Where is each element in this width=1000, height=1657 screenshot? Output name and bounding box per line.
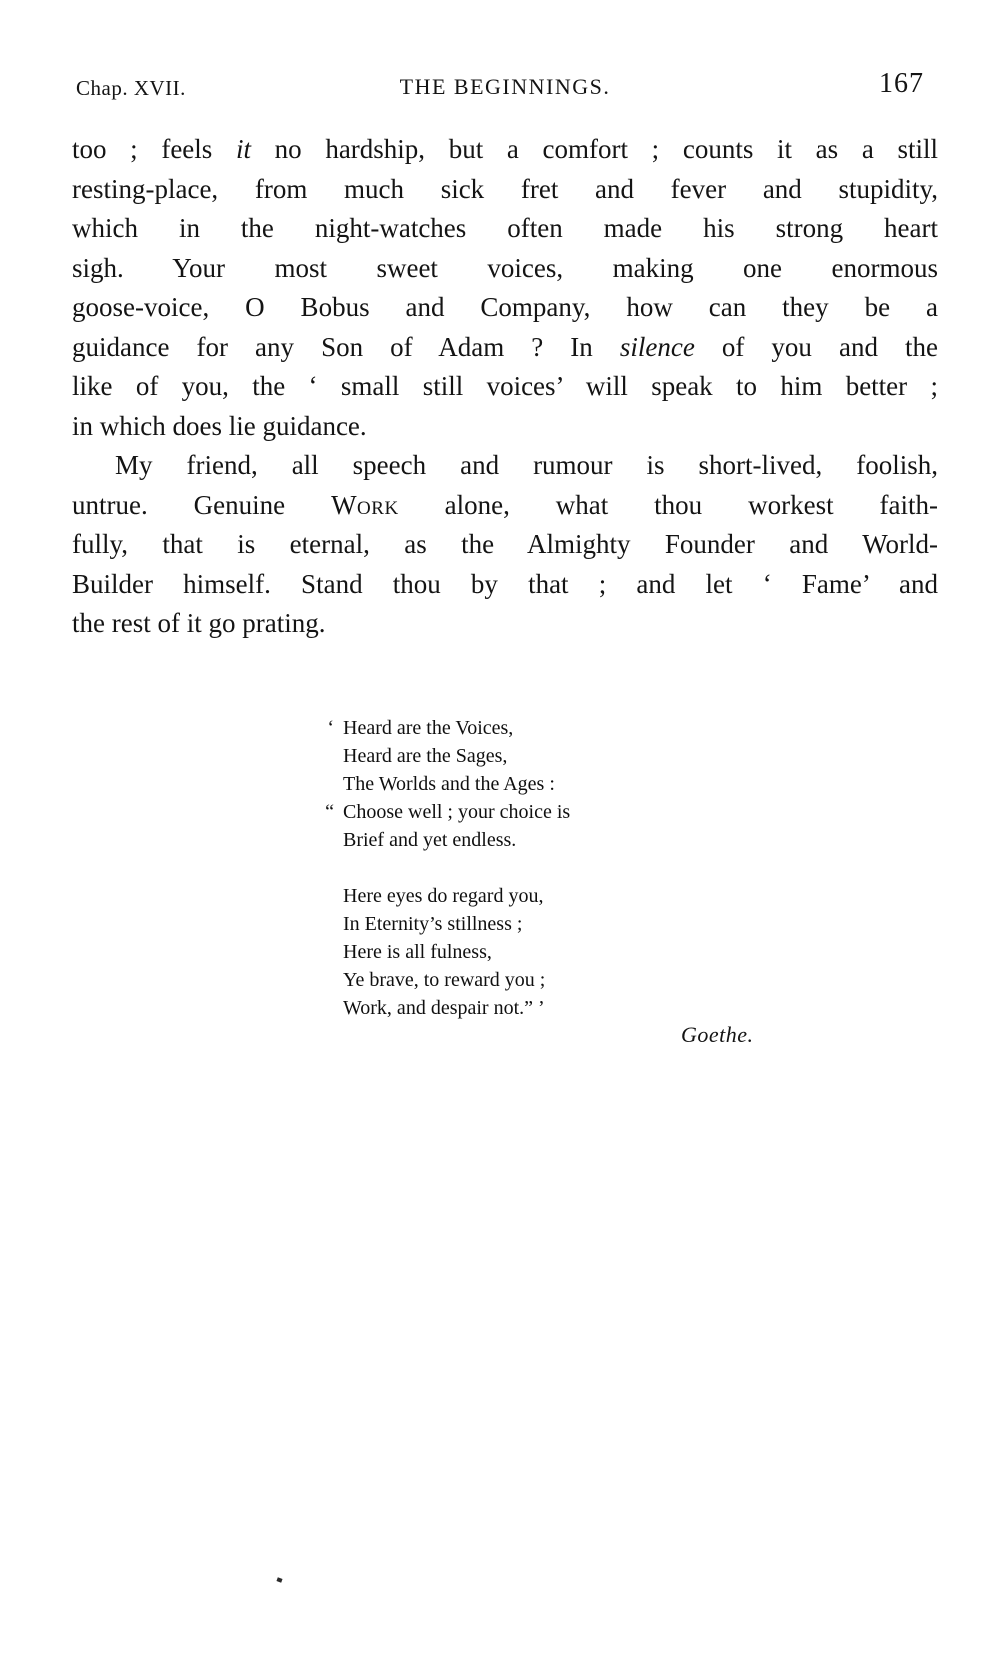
poem-line-text: Heard are the Voices, [343,717,514,739]
ink-speck [276,1577,282,1582]
page-title: THE BEGINNINGS. [399,74,611,99]
text-line [72,407,938,447]
text-line [72,288,938,328]
text-line [72,604,938,644]
poem-line [327,714,570,742]
quote-mark: “ [325,801,339,823]
poem-line [343,770,570,798]
text-line [72,130,938,170]
text-line [72,525,938,565]
paragraph [72,130,938,446]
poem-line-text: Heard are the Sages, [343,745,508,767]
text-segment: too ; feels [72,134,236,164]
text-segment: in which does lie guidance. [72,410,367,441]
poem-line [343,826,570,854]
paragraph [72,446,938,644]
text-segment: My friend, all speech and rumour is short-lived, foolish, [115,450,938,480]
poem-line [343,994,570,1022]
poem-line-text: In Eternity’s stillness ; [343,913,523,935]
text-segment: it [235,134,251,164]
text-line [72,367,938,407]
poem-line [343,742,570,770]
poem-line [343,910,570,938]
text-segment: the rest of it go prating. [72,608,326,638]
text-segment: guidance for any Son of Adam ? In [72,331,620,362]
text-line [72,328,938,368]
body-text [72,130,938,644]
text-line [72,170,938,210]
text-segment: which in the night-watches often made his strong heart [72,213,938,243]
text-segment: resting-place, from much sick fret and fever and stupidity, [72,173,938,204]
text-segment: untrue. Genuine [72,489,332,520]
poem-line-text: Here is all fulness, [343,941,492,963]
text-segment: Builder himself. Stand thou by that ; and let ‘ Fame’ and [72,568,938,599]
poem-line-text: Choose well ; your choice is [343,801,571,823]
poem-attribution: Goethe. [681,1022,754,1047]
poem-line-text: The Worlds and the Ages : [343,773,555,795]
text-line [72,446,938,486]
poem-line [325,798,571,826]
quote-mark: ‘ [327,717,339,739]
chapter-label: Chap. XVII. [76,76,186,100]
text-line [72,209,938,249]
poem-line [343,938,570,966]
text-segment: like of you, the ‘ small still voices’ will speak to him better ; [72,371,938,401]
poem-line [343,966,570,994]
text-line [72,486,938,526]
text-segment: goose-voice, O Bobus and Company, how can they be a [72,292,938,322]
text-segment: alone, what thou workest faith- [398,489,938,520]
text-segment: fully, that is eternal, as the Almighty Founder and World- [72,529,938,559]
text-segment: Work [331,489,399,520]
poem-stanza [343,882,570,1022]
poem-line [343,882,570,910]
running-head [0,0,1000,120]
text-segment: sigh. Your most sweet voices, making one enormous [72,252,938,283]
text-line [72,565,938,605]
text-segment: silence [619,331,695,362]
poem-stanza [325,714,571,854]
poem-line-text: Brief and yet endless. [343,829,517,851]
poem-block [325,714,571,1050]
page-number: 167 [879,68,924,99]
text-line [72,249,938,289]
poem-line-text: Ye brave, to reward you ; [343,969,546,991]
poem-line-text: Here eyes do regard you, [343,885,544,907]
text-segment: no hardship, but a comfort ; counts it as a still [250,134,938,164]
poem-line-text: Work, and despair not.” ’ [343,997,545,1019]
text-segment: of you and the [694,331,938,362]
